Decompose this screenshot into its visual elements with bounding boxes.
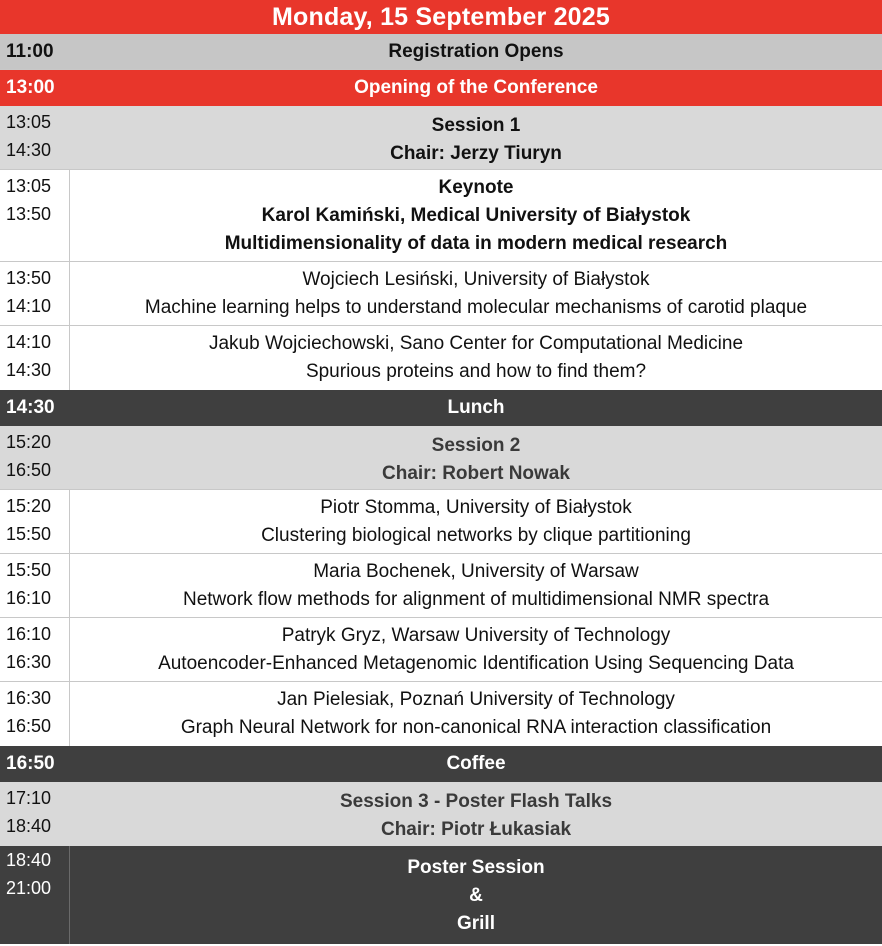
end-time: 14:10 bbox=[6, 296, 52, 316]
talk-row bbox=[0, 326, 882, 390]
session-title: Session 3 - Poster Flash Talks bbox=[339, 791, 613, 812]
opening-row bbox=[0, 70, 882, 106]
event-subtitle: Grill bbox=[456, 913, 495, 934]
start-time: 13:50 bbox=[6, 268, 52, 288]
event-title: Opening of the Conference bbox=[354, 77, 598, 98]
speaker: Jakub Wojciechowski, Sano Center for Computational Medicine bbox=[208, 333, 744, 354]
start-time: 14:30 bbox=[6, 397, 55, 418]
event-cell bbox=[70, 746, 882, 782]
end-time: 16:50 bbox=[6, 716, 52, 736]
talk-cell bbox=[70, 262, 882, 325]
start-time: 15:20 bbox=[6, 496, 52, 516]
session-cell bbox=[70, 782, 882, 846]
talk-title: Spurious proteins and how to find them? bbox=[305, 361, 647, 382]
registration-row bbox=[0, 34, 882, 70]
start-time: 15:50 bbox=[6, 560, 52, 580]
time-cell bbox=[0, 34, 70, 69]
time-cell bbox=[0, 426, 70, 489]
start-time: 13:05 bbox=[6, 176, 52, 196]
start-time: 16:30 bbox=[6, 688, 52, 708]
poster-session-row bbox=[0, 846, 882, 944]
talk-row bbox=[0, 490, 882, 554]
session-row bbox=[0, 426, 882, 490]
start-time: 16:10 bbox=[6, 624, 52, 644]
talk-cell bbox=[70, 618, 882, 681]
end-time: 16:10 bbox=[6, 588, 52, 608]
time-cell bbox=[0, 782, 70, 846]
time-cell bbox=[0, 262, 70, 325]
speaker: Karol Kamiński, Medical University of Białystok bbox=[261, 204, 691, 226]
end-time: 16:30 bbox=[6, 652, 52, 672]
start-time: 18:40 bbox=[6, 850, 52, 870]
talk-title: Autoencoder-Enhanced Metagenomic Identification Using Sequencing Data bbox=[158, 652, 794, 674]
event-ampersand: & bbox=[469, 885, 483, 906]
time-cell bbox=[0, 326, 70, 390]
keynote-label: Keynote bbox=[438, 176, 514, 198]
time-cell bbox=[0, 618, 70, 681]
coffee-row bbox=[0, 746, 882, 782]
speaker: Wojciech Lesiński, University of Białystok bbox=[302, 268, 650, 290]
talk-row bbox=[0, 262, 882, 326]
start-time: 15:20 bbox=[6, 432, 52, 452]
talk-row bbox=[0, 682, 882, 746]
lunch-row bbox=[0, 390, 882, 426]
session-chair: Chair: Piotr Łukasiak bbox=[380, 819, 572, 840]
event-cell bbox=[70, 846, 882, 944]
talk-title: Graph Neural Network for non-canonical RNA interaction classification bbox=[180, 717, 772, 738]
event-cell bbox=[70, 390, 882, 426]
event-title: Coffee bbox=[446, 753, 506, 774]
session-row bbox=[0, 782, 882, 846]
keynote-row bbox=[0, 170, 882, 262]
talk-title: Machine learning helps to understand molecular mechanisms of carotid plaque bbox=[144, 296, 808, 318]
end-time: 14:30 bbox=[6, 140, 52, 160]
event-cell bbox=[70, 34, 882, 69]
start-time: 11:00 bbox=[6, 40, 54, 62]
event-title: Lunch bbox=[447, 397, 505, 418]
end-time: 13:50 bbox=[6, 204, 52, 224]
talk-title: Clustering biological networks by clique partitioning bbox=[261, 524, 691, 546]
day-header: Monday, 15 September 2025 bbox=[0, 0, 882, 34]
talk-cell bbox=[70, 490, 882, 553]
time-cell bbox=[0, 70, 70, 106]
talk-cell bbox=[70, 682, 882, 746]
time-cell bbox=[0, 554, 70, 617]
start-time: 16:50 bbox=[6, 753, 55, 774]
end-time: 21:00 bbox=[6, 878, 52, 898]
speaker: Jan Pielesiak, Poznań University of Technology bbox=[277, 689, 675, 710]
start-time: 17:10 bbox=[6, 788, 52, 808]
time-cell bbox=[0, 106, 70, 169]
start-time: 14:10 bbox=[6, 332, 52, 352]
session-cell bbox=[70, 106, 882, 169]
talk-title: Multidimensionality of data in modern medical research bbox=[224, 232, 728, 254]
time-cell bbox=[0, 846, 70, 944]
talk-title: Network flow methods for alignment of multidimensional NMR spectra bbox=[182, 588, 770, 610]
speaker: Maria Bochenek, University of Warsaw bbox=[313, 560, 639, 582]
speaker: Piotr Stomma, University of Białystok bbox=[320, 496, 632, 518]
time-cell bbox=[0, 746, 70, 782]
session-row bbox=[0, 106, 882, 170]
talk-row bbox=[0, 554, 882, 618]
keynote-cell bbox=[70, 170, 882, 261]
end-time: 16:50 bbox=[6, 460, 52, 480]
talk-cell bbox=[70, 554, 882, 617]
event-title: Poster Session bbox=[407, 857, 545, 878]
session-chair: Chair: Robert Nowak bbox=[382, 462, 570, 484]
end-time: 15:50 bbox=[6, 524, 52, 544]
session-cell bbox=[70, 426, 882, 489]
time-cell bbox=[0, 490, 70, 553]
session-title: Session 2 bbox=[431, 434, 521, 456]
time-cell bbox=[0, 682, 70, 746]
session-title: Session 1 bbox=[431, 114, 521, 136]
speaker: Patryk Gryz, Warsaw University of Technology bbox=[281, 624, 671, 646]
talk-row bbox=[0, 618, 882, 682]
end-time: 14:30 bbox=[6, 360, 52, 380]
time-cell bbox=[0, 390, 70, 426]
start-time: 13:05 bbox=[6, 112, 52, 132]
talk-cell bbox=[70, 326, 882, 390]
event-cell bbox=[70, 70, 882, 106]
event-title: Registration Opens bbox=[388, 40, 564, 62]
end-time: 18:40 bbox=[6, 816, 52, 836]
start-time: 13:00 bbox=[6, 77, 55, 98]
time-cell bbox=[0, 170, 70, 261]
session-chair: Chair: Jerzy Tiuryn bbox=[390, 142, 562, 164]
